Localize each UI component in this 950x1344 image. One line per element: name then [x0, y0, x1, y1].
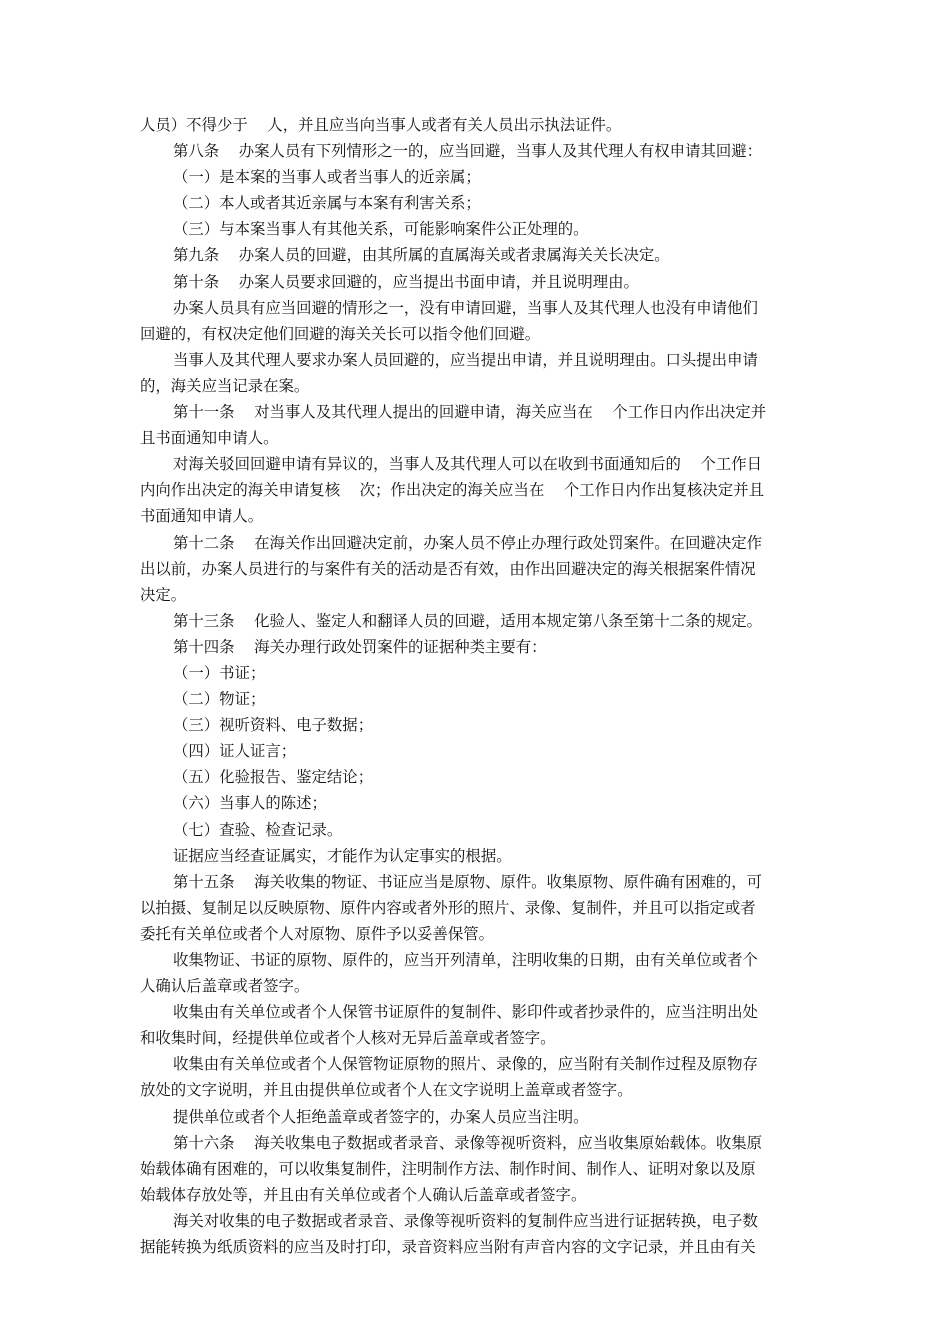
text-line: 出以前，办案人员进行的与案件有关的活动是否有效，由作出回避决定的海关根据案件情况: [140, 559, 756, 578]
text-line: （五）化验报告、鉴定结论；: [173, 768, 374, 787]
text-line: （一）书证；: [173, 663, 266, 682]
text-line: 据能转换为纸质资料的应当及时打印，录音资料应当附有声音内容的文字记录，并且由有关: [140, 1238, 756, 1257]
text-line: 决定。: [140, 585, 187, 604]
text-line: （七）查验、检查记录。: [173, 820, 343, 839]
text-line: （六）当事人的陈述；: [173, 794, 327, 813]
text-line: 内向作出决定的海关申请复核 次；作出决定的海关应当在 个工作日内作出复核决定并且: [140, 481, 764, 500]
text-line: 收集物证、书证的原物、原件的，应当开列清单，注明收集的日期，由有关单位或者个: [173, 951, 758, 969]
text-line: 第九条 办案人员的回避，由其所属的直属海关或者隶属海关关长决定。: [173, 246, 670, 265]
text-line: 第八条 办案人员有下列情形之一的，应当回避，当事人及其代理人有权申请其回避：: [173, 142, 763, 161]
text-line: 第十条 办案人员要求回避的，应当提出书面申请，并且说明理由。: [173, 272, 639, 291]
text-line: 书面通知申请人。: [140, 507, 264, 526]
text-line: 且书面通知申请人。: [140, 429, 279, 448]
text-line: 证据应当经查证属实，才能作为认定事实的根据。: [173, 846, 512, 865]
text-line: 始载体确有困难的，可以收集复制件，注明制作方法、制作时间、制作人、证明对象以及原: [140, 1159, 756, 1178]
text-line: 第十六条 海关收集电子数据或者录音、录像等视听资料，应当收集原始载体。收集原: [173, 1133, 763, 1152]
document-page: [140, 112, 820, 1260]
text-line: 始载体存放处等，并且由有关单位或者个人确认后盖章或者签字。: [140, 1185, 587, 1204]
text-line: 放处的文字说明，并且由提供单位或者个人在文字说明上盖章或者签字。: [140, 1081, 633, 1100]
text-line: 对海关驳回回避申请有异议的，当事人及其代理人可以在收到书面通知后的 个工作日: [173, 455, 763, 474]
text-line: （三）与本案当事人有其他关系，可能影响案件公正处理的。: [173, 220, 589, 239]
text-line: 的，海关应当记录在案。: [140, 376, 310, 395]
text-line: 当事人及其代理人要求办案人员回避的，应当提出申请，并且说明理由。口头提出申请: [173, 350, 758, 369]
text-line: 委托有关单位或者个人对原物、原件予以妥善保管。: [140, 924, 494, 943]
text-line: 海关对收集的电子数据或者录音、录像等视听资料的复制件应当进行证据转换，电子数: [173, 1211, 758, 1230]
text-line: 第十一条 对当事人及其代理人提出的回避申请，海关应当在 个工作日内作出决定并: [173, 403, 767, 422]
text-line: 收集由有关单位或者个人保管书证原件的复制件、影印件或者抄录件的，应当注明出处: [173, 1003, 758, 1022]
text-line: （四）证人证言；: [173, 742, 297, 761]
text-line: 收集由有关单位或者个人保管物证原物的照片、录像的，应当附有关制作过程及原物存: [173, 1055, 758, 1074]
text-line: 第十五条 海关收集的物证、书证应当是原物、原件。收集原物、原件确有困难的，可: [173, 872, 763, 891]
text-line: 提供单位或者个人拒绝盖章或者签字的，办案人员应当注明。: [173, 1107, 589, 1126]
text-line: 回避的，有权决定他们回避的海关关长可以指令他们回避。: [140, 324, 541, 343]
text-line: 人员）不得少于 人，并且应当向当事人或者有关人员出示执法证件。: [140, 116, 622, 134]
text-line: 办案人员具有应当回避的情形之一，没有申请回避，当事人及其代理人也没有申请他们: [173, 298, 758, 317]
text-line: 第十二条 在海关作出回避决定前，办案人员不停止办理行政处罚案件。在回避决定作: [173, 533, 763, 552]
text-line: （一）是本案的当事人或者当事人的近亲属；: [173, 168, 481, 187]
text-line: （二）本人或者其近亲属与本案有利害关系；: [173, 194, 481, 213]
text-line: 第十三条 化验人、鉴定人和翻译人员的回避，适用本规定第八条至第十二条的规定。: [173, 611, 763, 630]
text-line: 人确认后盖章或者签字。: [140, 977, 310, 996]
text-line: （二）物证；: [173, 690, 266, 709]
text-line: 以拍摄、复制足以反映原物、原件内容或者外形的照片、录像、复制件，并且可以指定或者: [140, 898, 756, 917]
text-line: 和收集时间，经提供单位或者个人核对无异后盖章或者签字。: [140, 1029, 556, 1048]
text-line: （三）视听资料、电子数据；: [173, 716, 374, 735]
text-line: 第十四条 海关办理行政处罚案件的证据种类主要有：: [173, 637, 547, 656]
